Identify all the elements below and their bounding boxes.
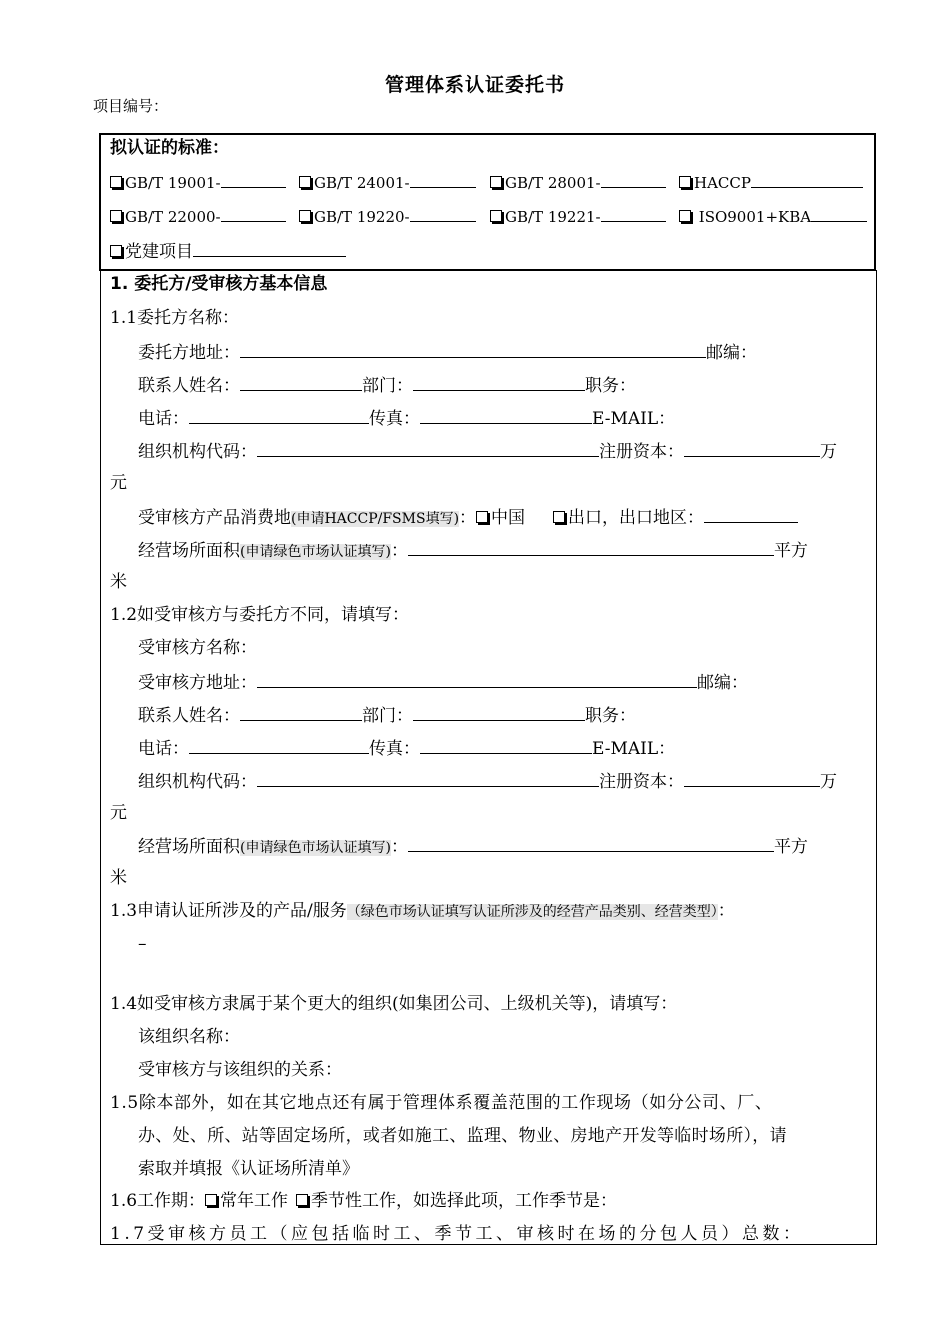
s16-row: 1.6工作期： 常年工作 季节性工作，如选择此项，工作季节是： xyxy=(110,1191,618,1211)
std-haccp[interactable]: HACCP xyxy=(679,171,863,193)
s12-orgcode-field[interactable] xyxy=(257,770,599,787)
s11-title: 1.1委托方名称： xyxy=(110,308,240,328)
s12-area-unit: 米 xyxy=(110,868,127,888)
checkbox-icon[interactable] xyxy=(110,245,122,257)
checkbox-icon[interactable] xyxy=(110,176,122,188)
checkbox-icon[interactable] xyxy=(299,176,311,188)
s11-orgcode-field[interactable] xyxy=(257,440,599,457)
s12-address-row: 受审核方地址： 邮编： xyxy=(138,673,748,693)
checkbox-icon[interactable] xyxy=(296,1194,308,1206)
checkbox-icon[interactable] xyxy=(476,511,488,523)
checkbox-icon[interactable] xyxy=(490,210,502,222)
s15-line3: 索取并填报《认证场所清单》 xyxy=(138,1159,359,1179)
s11-market-row: 受审核方产品消费地(申请HACCP/FSMS填写)： 中国 出口，出口地区： xyxy=(138,506,798,529)
project-number-label: 项目编号： xyxy=(93,97,169,115)
std-party-building[interactable]: 党建项目 xyxy=(110,240,346,262)
s11-fax-field[interactable] xyxy=(420,407,592,424)
checkbox-icon[interactable] xyxy=(299,210,311,222)
s14-relation: 受审核方与该组织的关系： xyxy=(138,1060,342,1080)
s11-phone-field[interactable] xyxy=(189,407,369,424)
std-gbt19221[interactable]: GB/T 19221- xyxy=(490,205,666,227)
checkbox-icon[interactable] xyxy=(553,511,565,523)
standards-heading: 拟认证的标准： xyxy=(110,138,229,158)
s12-capital-unit: 元 xyxy=(110,803,127,823)
std-gbt19220[interactable]: GB/T 19220- xyxy=(299,205,476,227)
s12-contact-row: 联系人姓名： 部门： 职务： xyxy=(138,706,636,726)
s11-dept-field[interactable] xyxy=(413,374,585,391)
std-iso9001-kba[interactable]: ISO9001+KBA xyxy=(679,205,867,227)
s12-dept-field[interactable] xyxy=(413,704,585,721)
s11-area-unit: 米 xyxy=(110,572,127,592)
s11-contact-field[interactable] xyxy=(240,374,362,391)
checkbox-icon[interactable] xyxy=(110,210,122,222)
s11-contact-row: 联系人姓名： 部门： 职务： xyxy=(138,376,636,396)
s12-area-row: 经营场所面积(申请绿色市场认证填写)： 平方 xyxy=(138,837,808,857)
std-gbt28001[interactable]: GB/T 28001- xyxy=(490,171,666,193)
checkbox-icon[interactable] xyxy=(205,1194,217,1206)
section1-heading: 1. 委托方/受审核方基本信息 xyxy=(110,274,328,294)
s11-capital-unit: 元 xyxy=(110,473,127,493)
s12-title: 1.2如受审核方与委托方不同，请填写： xyxy=(110,605,410,625)
s11-orgcode-row: 组织机构代码： 注册资本： 万 xyxy=(138,442,837,462)
s14-org-name: 该组织名称： xyxy=(138,1027,240,1047)
s12-capital-field[interactable] xyxy=(684,770,820,787)
s13-value: – xyxy=(138,934,147,954)
s12-name: 受审核方名称： xyxy=(138,638,257,658)
std-gbt24001[interactable]: GB/T 24001- xyxy=(299,171,476,193)
document-title: 管理体系认证委托书 xyxy=(384,74,565,96)
s13-row: 1.3申请认证所涉及的产品/服务（绿色市场认证填写认证所涉及的经营产品类别、经营类型）： xyxy=(110,901,735,921)
std-gbt22000[interactable]: GB/T 22000- xyxy=(110,205,286,227)
s12-address-field[interactable] xyxy=(257,671,697,688)
s12-fax-field[interactable] xyxy=(420,737,592,754)
s12-phone-field[interactable] xyxy=(189,737,369,754)
s11-export-field[interactable] xyxy=(704,506,798,523)
s12-contact-field[interactable] xyxy=(240,704,362,721)
checkbox-icon[interactable] xyxy=(679,176,691,188)
s11-capital-field[interactable] xyxy=(684,440,820,457)
s11-area-row: 经营场所面积(申请绿色市场认证填写)： 平方 xyxy=(138,541,808,561)
s14-title: 1.4如受审核方隶属于某个更大的组织(如集团公司、上级机关等)，请填写： xyxy=(110,994,678,1014)
std-gbt19001[interactable]: GB/T 19001- xyxy=(110,171,286,193)
s11-phone-row: 电话： 传真： E-MAIL： xyxy=(138,409,676,429)
s11-address-field[interactable] xyxy=(240,341,706,358)
s11-address-row: 委托方地址： 邮编： xyxy=(138,343,757,363)
s12-phone-row: 电话： 传真： E-MAIL： xyxy=(138,739,676,759)
checkbox-icon[interactable] xyxy=(490,176,502,188)
s12-area-field[interactable] xyxy=(408,835,774,852)
s15-line2: 办、处、所、站等固定场所，或者如施工、监理、物业、房地产开发等临时场所），请 xyxy=(138,1126,787,1146)
s17-title: 1.7受审核方员工（应包括临时工、季节工、审核时在场的分包人员）总数： xyxy=(110,1224,804,1244)
s11-area-field[interactable] xyxy=(408,539,774,556)
s12-orgcode-row: 组织机构代码： 注册资本： 万 xyxy=(138,772,837,792)
s15-line1: 1.5除本部外，如在其它地点还有属于管理体系覆盖范围的工作现场（如分公司、厂、 xyxy=(110,1093,773,1113)
checkbox-icon[interactable] xyxy=(679,210,691,222)
